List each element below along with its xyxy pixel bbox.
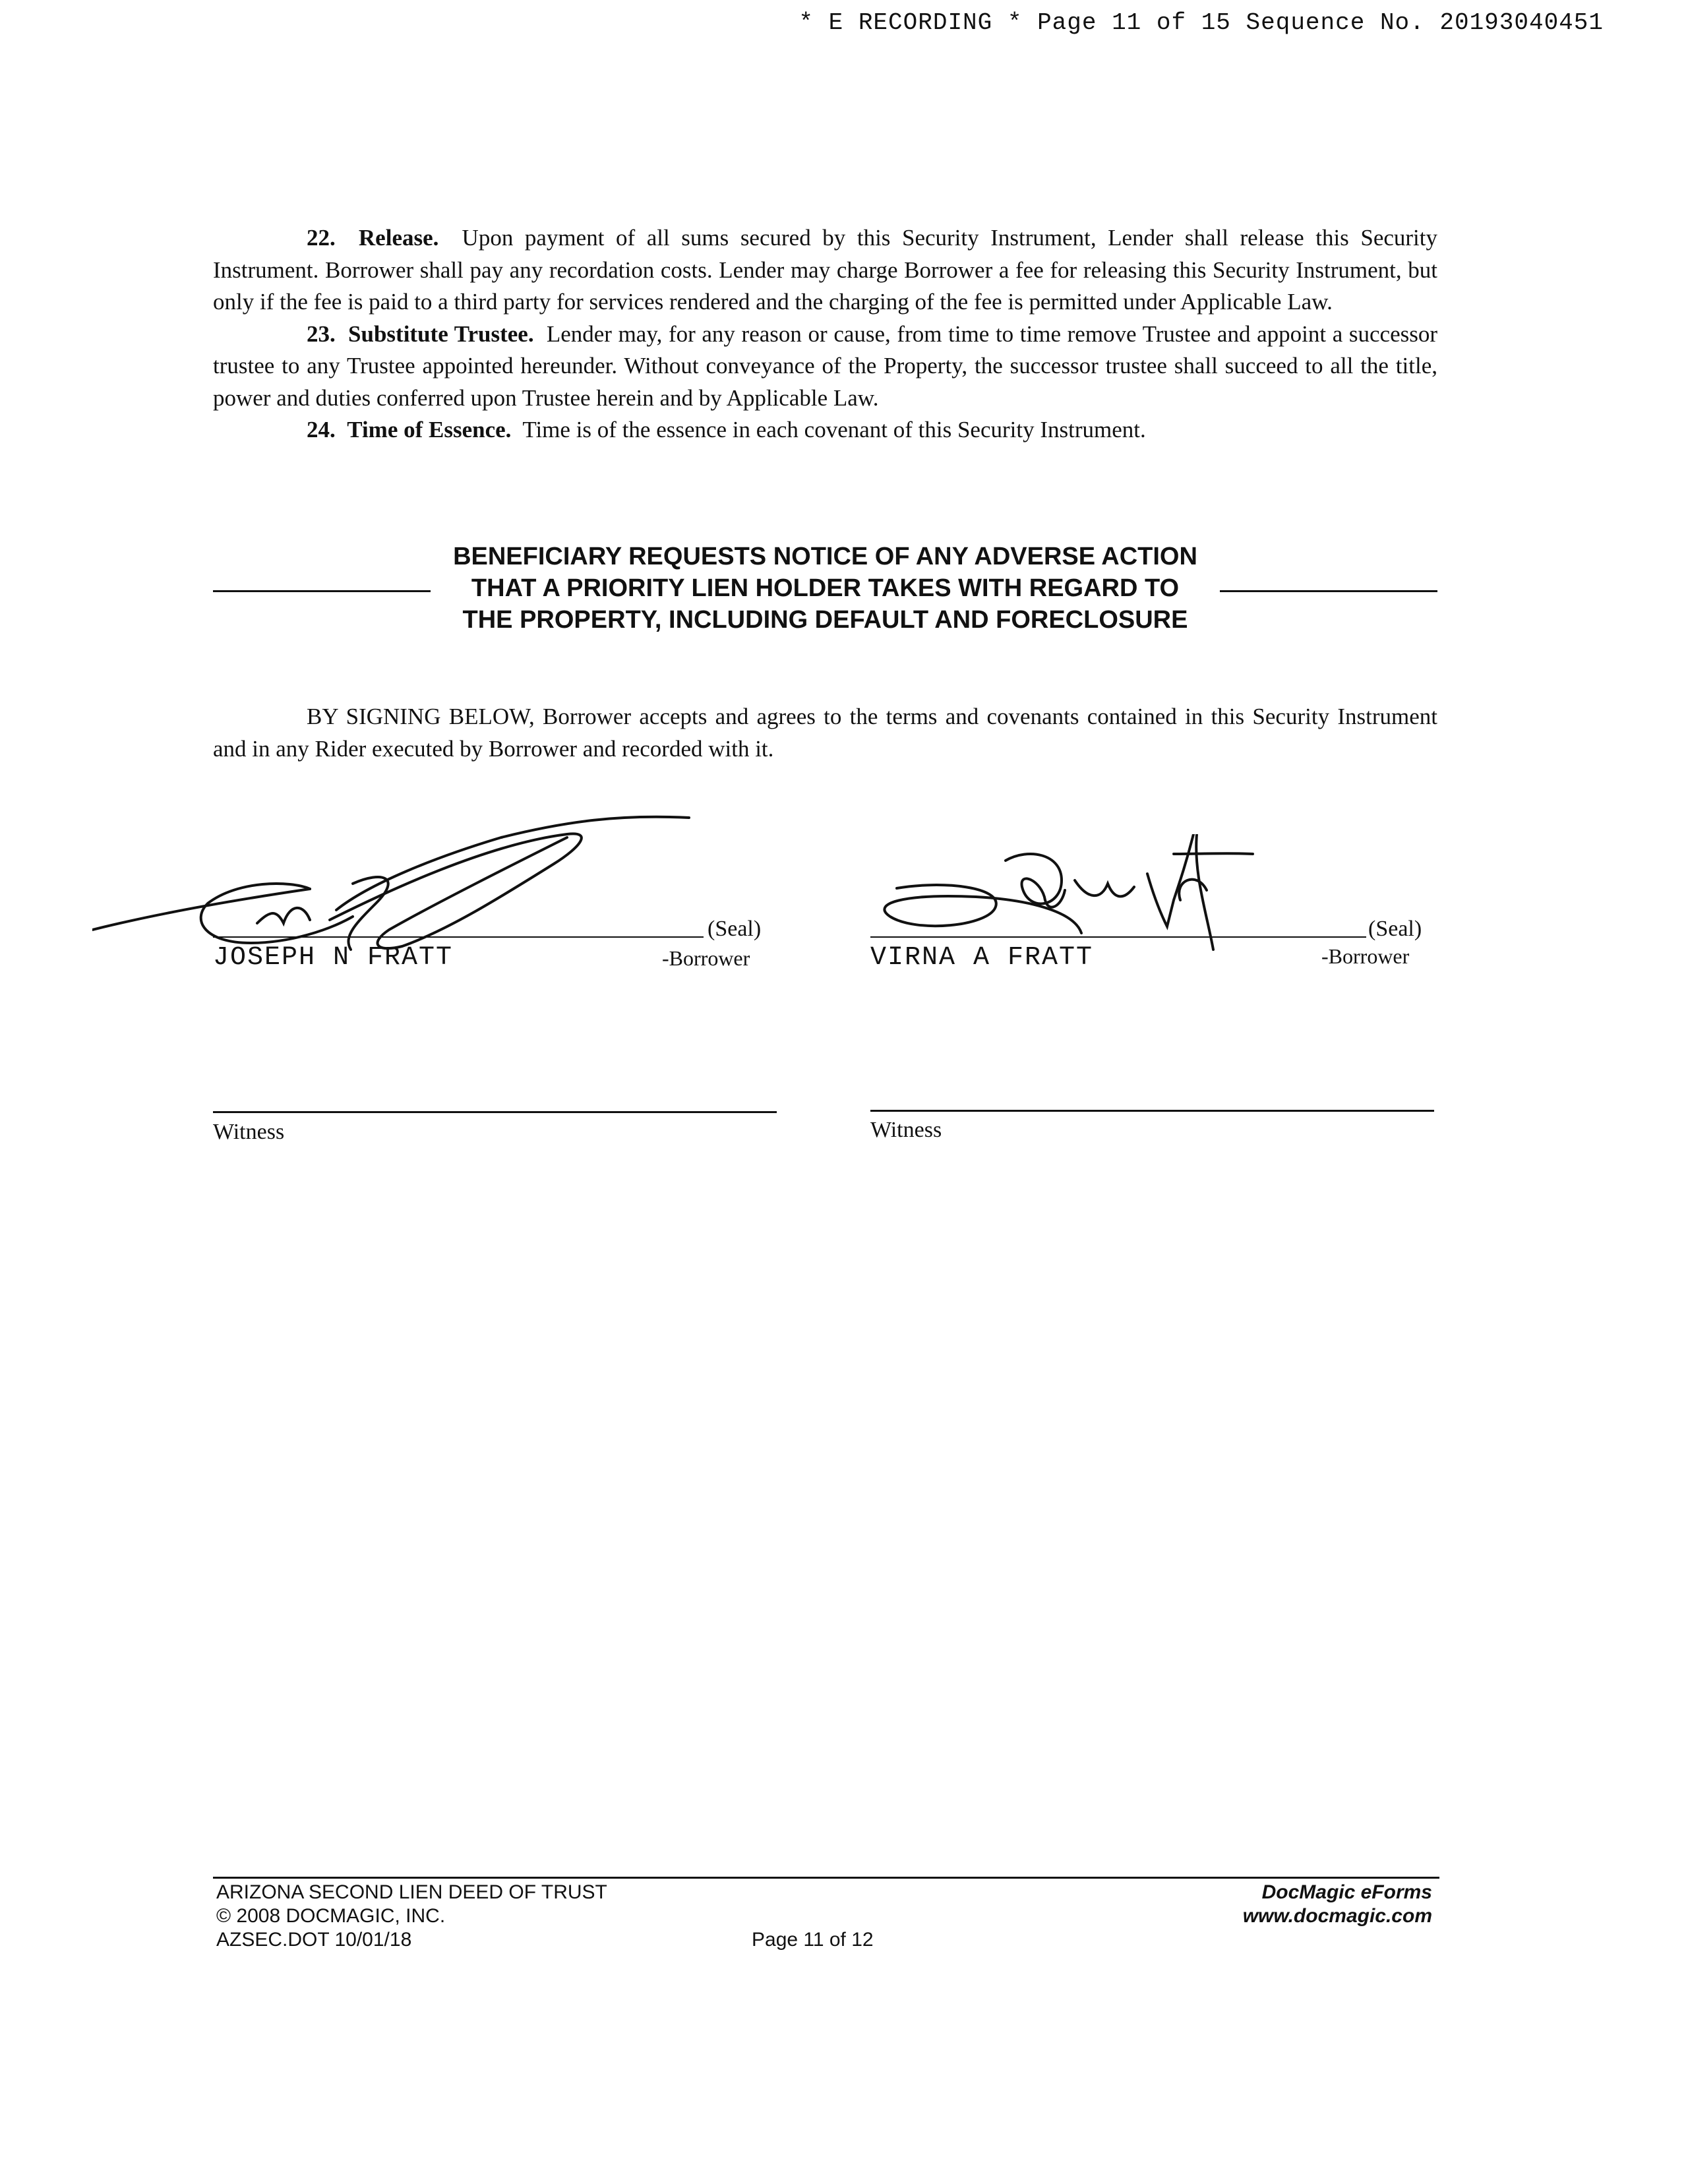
section-title: Release. <box>358 225 439 251</box>
signature-line-borrower-2 <box>870 936 1366 938</box>
witness-label-2: Witness <box>870 1118 942 1142</box>
footer-form-code: AZSEC.DOT 10/01/18 <box>216 1929 412 1951</box>
recording-header: * E RECORDING * Page 11 of 15 Sequence No. 20193040451 <box>799 9 1604 36</box>
signing-statement <box>213 701 1437 765</box>
section-time-of-essence <box>213 414 1437 446</box>
footer-form-title: ARIZONA SECOND LIEN DEED OF TRUST <box>216 1881 607 1903</box>
notice-line-1: BENEFICIARY REQUESTS NOTICE OF ANY ADVERSE ACTION <box>453 543 1197 570</box>
notice-line-3: THE PROPERTY, INCLUDING DEFAULT AND FORECLOSURE <box>462 606 1188 634</box>
witness-line-1 <box>213 1111 777 1113</box>
borrower-name-1: JOSEPH N FRATT <box>213 943 454 973</box>
section-text: Time is of the essence in each covenant of this Security Instrument. <box>522 417 1146 442</box>
section-text: Upon payment of all sums secured by this Security Instrument, Lender shall release this Security Instrument. Borrower shall pay any recordation costs. Lender may charge Borrower a fee for releasing this Security Instrument, but only if the fee is paid to a third party for services rendered and the charging of the fee is permitted under Applicable Law. <box>213 225 1438 315</box>
witness-line-2 <box>870 1110 1434 1112</box>
section-number: 22. <box>307 225 336 251</box>
footer-brand-name: DocMagic eForms <box>1261 1881 1432 1903</box>
section-number: 23. <box>307 320 336 347</box>
notice-line-2: THAT A PRIORITY LIEN HOLDER TAKES WITH REGARD TO <box>471 574 1180 602</box>
covenant-sections <box>213 222 1437 446</box>
footer-website: www.docmagic.com <box>1242 1905 1432 1927</box>
footer-page-number: Page 11 of 12 <box>752 1929 874 1951</box>
section-number: 24. <box>307 417 336 442</box>
notice-rule-right <box>1220 590 1437 592</box>
borrower-name-2: VIRNA A FRATT <box>870 943 1094 973</box>
section-release <box>213 222 1437 318</box>
notice-rule-left <box>213 590 431 592</box>
footer-brand <box>1243 1881 1432 1928</box>
borrower-role-1: -Borrower <box>662 946 750 970</box>
footer-rule <box>213 1877 1439 1879</box>
section-text: Lender may, for any reason or cause, from time to time remove Trustee and appoint a successor trustee to any Trustee appointed hereunder. Without conveyance of the Property, the successor trustee shall succeed to all the title, power and duties conferred upon Trustee herein and by Applicable Law. <box>213 320 1438 411</box>
section-title: Time of Essence. <box>347 417 512 442</box>
signature-line-borrower-1 <box>213 936 704 938</box>
signature-joseph-fratt <box>92 811 712 963</box>
signing-statement-text: BY SIGNING BELOW, Borrower accepts and agrees to the terms and covenants contained in this Security Instrument and in any Rider executed by Borrower and recorded with it. <box>213 704 1437 762</box>
section-title: Substitute Trustee. <box>348 320 534 347</box>
seal-label-2: (Seal) <box>1368 917 1422 941</box>
seal-label-1: (Seal) <box>708 917 762 941</box>
signature-virna-fratt <box>864 834 1273 959</box>
section-substitute-trustee <box>213 318 1437 415</box>
borrower-role-2: -Borrower <box>1321 944 1410 968</box>
notice-line-2-row <box>213 572 1437 604</box>
witness-label-1: Witness <box>213 1120 285 1144</box>
footer-form-info <box>216 1881 607 1952</box>
beneficiary-notice <box>213 541 1437 636</box>
footer-copyright: © 2008 DOCMAGIC, INC. <box>216 1905 446 1927</box>
